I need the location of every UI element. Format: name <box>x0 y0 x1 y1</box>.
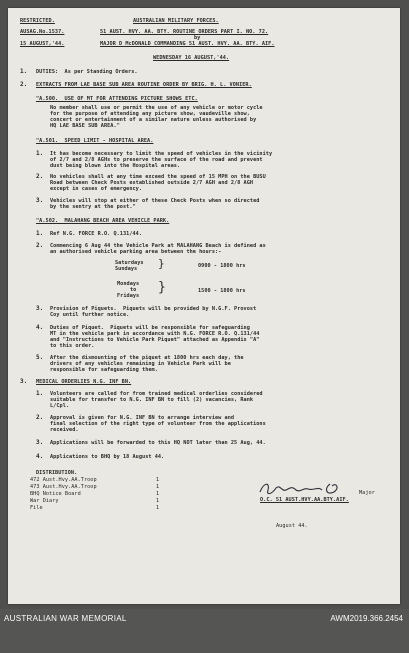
a502-line: Duties of Piquet. Piquets will be responsible for safeguarding <box>50 325 250 331</box>
item-1-text: DUTIES: As per Standing Orders. <box>36 69 138 75</box>
item-3-line: Applications to BHQ by 18 August 44. <box>50 454 165 460</box>
schedule-day: Sundays <box>115 266 138 272</box>
distribution-row-qty: 1 <box>156 491 160 497</box>
item-3-line: Volunteers are called for from trained medical orderlies considered <box>50 391 263 397</box>
a502-para-number: 2. <box>36 242 44 249</box>
a501-line: dust being blown into the Hospital areas. <box>50 163 181 169</box>
a502-line: After the dismounting of the piquet at 1800 hrs each day, the <box>50 355 244 361</box>
schedule-day: Fridays <box>117 293 140 299</box>
item-3-line: Applications will be forwarded to this HQ NOT later than 25 Aug, 44. <box>50 440 266 446</box>
footer-accession-number: AWM2019.366.2454 <box>330 614 403 623</box>
item-3-number: 3. <box>20 378 28 385</box>
a501-line: No vehicles shall at any time exceed the speed of 15 MPH on the BUSU <box>50 174 266 180</box>
distribution-row-qty: 1 <box>156 498 160 504</box>
schedule-time: 1500 - 1800 hrs <box>198 288 246 294</box>
orders-title: 51 AUST. HVY. AA. BTY. ROUTINE ORDERS PART I. NO. 72. <box>100 29 269 35</box>
a502-line: Coy until further notice. <box>50 312 130 318</box>
a502-para-number: 3. <box>36 305 44 312</box>
item-3-para-number: 4. <box>36 453 44 460</box>
item-3-para-number: 3. <box>36 439 44 446</box>
commander-line: MAJOR D McDONALD COMMANDING 51 AUST. HVY. AA. BTY. AIF. <box>100 41 275 47</box>
item-3-line: received. <box>50 427 79 433</box>
restricted-label: RESTRICTED. <box>20 18 55 24</box>
a501-line: Road between Check Posts established outside 2/7 AGH and 2/8 AGH <box>50 180 254 186</box>
signature-block: O.C. 51 AUST.HVY.AA.BTY.AIF. <box>260 497 349 503</box>
a501-line: of 2/7 and 2/8 AGHs to preserve the surface of the road and prevent <box>50 157 263 163</box>
a502-para-number: 1. <box>36 230 44 237</box>
distribution-row-name: BHQ Notice Board <box>30 491 81 497</box>
a500-line: concert or entertainment of a similar nature unless authorised by <box>50 117 257 123</box>
a502-line: responsible for safeguarding them. <box>50 367 158 373</box>
signature-rank: Major <box>359 490 375 496</box>
a501-para-number: 1. <box>36 150 44 157</box>
item-2-number: 2. <box>20 81 28 88</box>
item-3-line: final selection of the right type of volunteer from the applications <box>50 421 266 427</box>
a500-heading: "A.500. USE OF MT FOR ATTENDING PICTURE SHOWS ETC. <box>36 96 198 102</box>
schedule-day: Mondays <box>117 281 140 287</box>
a502-para-number: 4. <box>36 324 44 331</box>
schedule-brace: } <box>158 257 165 270</box>
item-3-para-number: 1. <box>36 390 44 397</box>
distribution-title: DISTRIBUTION. <box>36 470 78 476</box>
a501-line: except in cases of emergency. <box>50 186 143 192</box>
reference-number: AUSAG.No.1537. <box>20 29 65 35</box>
a501-para-number: 3. <box>36 197 44 204</box>
org-title: AUSTRALIAN MILITARY FORCES. <box>133 18 219 24</box>
distribution-row-qty: 1 <box>156 505 160 511</box>
item-3-text: MEDICAL ORDERLIES N.G. INF BN. <box>36 379 132 385</box>
a502-para-number: 5. <box>36 354 44 361</box>
item-3-line: L/Cpl. <box>50 403 70 409</box>
a502-line: to this order. <box>50 343 95 349</box>
schedule-time: 0900 - 1800 hrs <box>198 263 246 269</box>
a501-para-number: 2. <box>36 173 44 180</box>
a502-line: Ref N.G. FORCE R.O. Q.131/44. <box>50 231 143 237</box>
item-3-line: Approval is given for N.G. INF BN to arrange interview and <box>50 415 235 421</box>
item-1-number: 1. <box>20 68 28 75</box>
a500-line: for the purpose of attending any picture show, vaudeville show, <box>50 111 250 117</box>
order-date: 15 AUGUST,'44. <box>20 41 65 47</box>
item-3-para-number: 2. <box>36 414 44 421</box>
a501-line: It has become necessary to limit the speed of vehicles in the vicinity <box>50 151 273 157</box>
a502-heading: "A.502. MALAHANG BEACH AREA VEHICLE PARK. <box>36 218 170 224</box>
schedule-day: Saturdays <box>115 260 144 266</box>
schedule-brace: } <box>158 280 166 295</box>
by-label: by <box>194 35 201 41</box>
schedule-day: to <box>130 287 137 293</box>
a502-line: MT in the vehicle park in accordance with N.G. FORCE R.O. Q.131/44 <box>50 331 260 337</box>
a500-line: HQ LAE BASE SUB AREA." <box>50 123 120 129</box>
a501-line: Vehicles will stop at either of these Check Posts when so directed <box>50 198 260 204</box>
distribution-row-name: 472 Aust.Hvy.AA.Troop <box>30 477 97 483</box>
a502-line: an authorised vehicle parking area between the hours:- <box>50 249 222 255</box>
a501-line: by the sentry at the post." <box>50 204 136 210</box>
document-page <box>8 8 400 604</box>
signature-date: August 44. <box>276 523 308 529</box>
a501-heading: "A.501. SPEED LIMIT - HOSPITAL AREA. <box>36 138 154 144</box>
day-heading: WEDNESDAY 16 AUGUST,'44. <box>153 55 230 61</box>
distribution-row-name: File <box>30 505 43 511</box>
item-3-line: suitable for transfer to N.G. INF BN to fill (2) vacancies, Rank <box>50 397 254 403</box>
footer-institution: AUSTRALIAN WAR MEMORIAL <box>4 614 127 623</box>
distribution-row-name: 473 Aust.Hvy.AA.Troop <box>30 484 97 490</box>
a502-line: Commencing 6 Aug 44 the Vehicle Park at MALAHANG Beach is defined as <box>50 243 266 249</box>
a502-line: drivers of any vehicles remaining in Vehicle Park will be <box>50 361 231 367</box>
distribution-row-name: War Diary <box>30 498 59 504</box>
a500-line: No member shall use or permit the use of any vehicle or motor cycle <box>50 105 263 111</box>
distribution-row-qty: 1 <box>156 477 160 483</box>
item-2-text: EXTRACTS FROM LAE BASE SUB AREA ROUTINE ORDER BY BRIG. H. L. VONIER. <box>36 82 252 88</box>
a502-line: Provision of Piquets. Piquets will be provided by N.G.F. Provost <box>50 306 257 312</box>
a502-line: and "Instructions to Vehicle Park Piquet" attached as Appendix "A" <box>50 337 260 343</box>
distribution-row-qty: 1 <box>156 484 160 490</box>
